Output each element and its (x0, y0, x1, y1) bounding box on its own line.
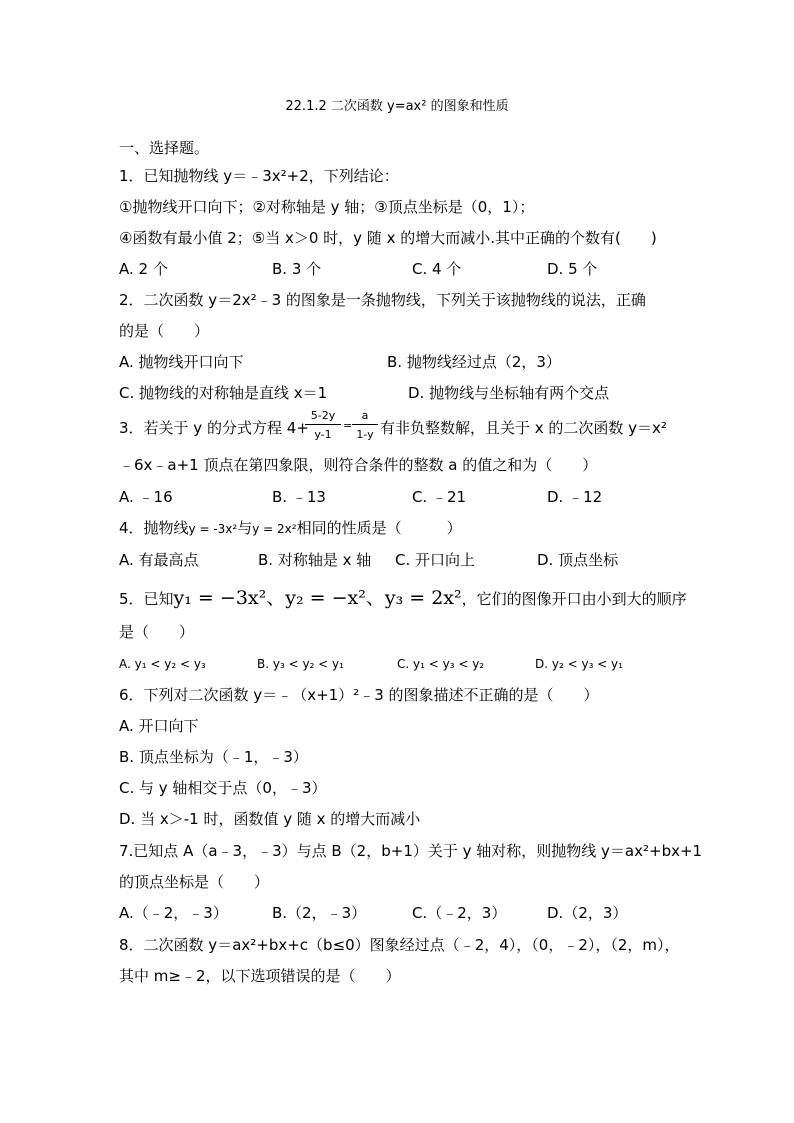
section-heading: 一、选择题。 (119, 139, 210, 157)
q1-line3: ④函数有最小值 2；⑤当 x＞0 时，y 随 x 的增大而减小.其中正确的个数有( ) (119, 229, 657, 247)
q5-line2: 是（ ） (119, 623, 195, 641)
q6-option-c: C. 与 y 轴相交于点（0，﹣3） (119, 779, 327, 797)
q3-option-d: D. ﹣12 (547, 488, 603, 506)
q7-stem: 7.已知点 A（a﹣3，﹣3）与点 B（2，b+1）关于 y 轴对称，则抛物线 y＝ax²+bx+1 (119, 842, 703, 860)
q7-line2: 的顶点坐标是（ ） (119, 873, 270, 891)
q7-option-b: B.（2，﹣3） (272, 904, 367, 922)
q2-option-a: A. 抛物线开口向下 (119, 353, 244, 371)
q3-fraction1-denominator: y-1 (314, 428, 332, 441)
q4-option-c: C. 开口向上 (395, 551, 476, 569)
q5-formula: y₁ = −3x²、y₂ = −x²、y₃ = 2x² (173, 587, 462, 609)
q4-formula-2: y = 2x² (252, 522, 297, 536)
q7-option-c: C.（﹣2，3） (412, 904, 507, 922)
q5-stem-post: ，它们的图像开口由小到大的顺序 (461, 590, 687, 608)
q2-option-d: D. 抛物线与坐标轴有两个交点 (408, 384, 610, 402)
q5-stem (119, 586, 687, 611)
q1-option-a: A. 2 个 (119, 260, 168, 278)
q5-option-a: A. y₁ < y₂ < y₃ (119, 657, 206, 671)
q8-line2: 其中 m≥﹣2，以下选项错误的是（ ） (119, 967, 401, 985)
q6-option-b: B. 顶点坐标为（﹣1，﹣3） (119, 748, 308, 766)
q3-equals: = (343, 419, 353, 432)
q1-option-b: B. 3 个 (272, 260, 322, 278)
q7-option-d: D.（2，3） (547, 904, 628, 922)
q2-option-b: B. 抛物线经过点（2，3） (387, 353, 561, 371)
q2-option-c: C. 抛物线的对称轴是直线 x＝1 (119, 384, 328, 402)
q6-stem: 6．下列对二次函数 y＝﹣（x+1）²﹣3 的图象描述不正确的是（ ） (119, 686, 599, 704)
q2-line2: 的是（ ） (119, 322, 210, 340)
q1-line2: ①抛物线开口向下；②对称轴是 y 轴；③顶点坐标是（0，1）； (119, 198, 535, 216)
q1-option-d: D. 5 个 (547, 260, 598, 278)
q3-fraction2-numerator: a (361, 409, 369, 422)
q3-option-c: C. ﹣21 (412, 488, 467, 506)
q3-fraction2-bar (352, 424, 378, 425)
q3-stem-post: 有非负整数解，且关于 x 的二次函数 y＝x² (380, 419, 667, 437)
q3-stem-pre: 3．若关于 y 的分式方程 4+ (119, 419, 309, 437)
q4-stem-pre: 4．抛物线 (119, 519, 189, 537)
q5-option-d: D. y₂ < y₃ < y₁ (535, 657, 623, 671)
q5-option-b: B. y₃ < y₂ < y₁ (257, 657, 344, 671)
q1-stem: 1．已知抛物线 y＝﹣3x²+2，下列结论： (119, 167, 399, 185)
q7-option-a: A.（﹣2，﹣3） (119, 904, 228, 922)
q3-option-a: A. ﹣16 (119, 488, 173, 506)
q4-stem (119, 518, 462, 539)
q4-option-d: D. 顶点坐标 (537, 551, 619, 569)
q6-option-a: A. 开口向下 (119, 717, 199, 735)
q3-option-b: B. ﹣13 (272, 488, 326, 506)
q3-fraction1-bar (305, 424, 341, 425)
q2-stem: 2．二次函数 y＝2x²﹣3 的图象是一条抛物线，下列关于该抛物线的说法，正确 (119, 291, 646, 309)
q4-option-b: B. 对称轴是 x 轴 (258, 551, 372, 569)
q1-option-c: C. 4 个 (412, 260, 462, 278)
q5-stem-pre: 5．已知 (119, 590, 174, 608)
q4-option-a: A. 有最高点 (119, 551, 199, 569)
q4-stem-mid: 与 (237, 519, 253, 537)
q3-line2: ﹣6x﹣a+1 顶点在第四象限，则符合条件的整数 a 的值之和为（ ） (119, 456, 598, 474)
q3-fraction2-denominator: 1-y (356, 428, 374, 441)
q6-option-d: D. 当 x＞-1 时，函数值 y 随 x 的增大而减小 (119, 810, 421, 828)
page-title: 22.1.2 二次函数 y=ax² 的图象和性质 (285, 99, 509, 114)
q3-fraction1-numerator: 5-2y (310, 409, 336, 422)
q5-option-c: C. y₁ < y₃ < y₂ (397, 657, 485, 671)
q8-stem: 8．二次函数 y＝ax²+bx+c（b≤0）图象经过点（﹣2，4），（0，﹣2），（2，m）， (119, 936, 680, 954)
q4-formula-1: y = -3x² (188, 522, 238, 536)
q4-stem-post: 相同的性质是（ ） (296, 519, 462, 537)
